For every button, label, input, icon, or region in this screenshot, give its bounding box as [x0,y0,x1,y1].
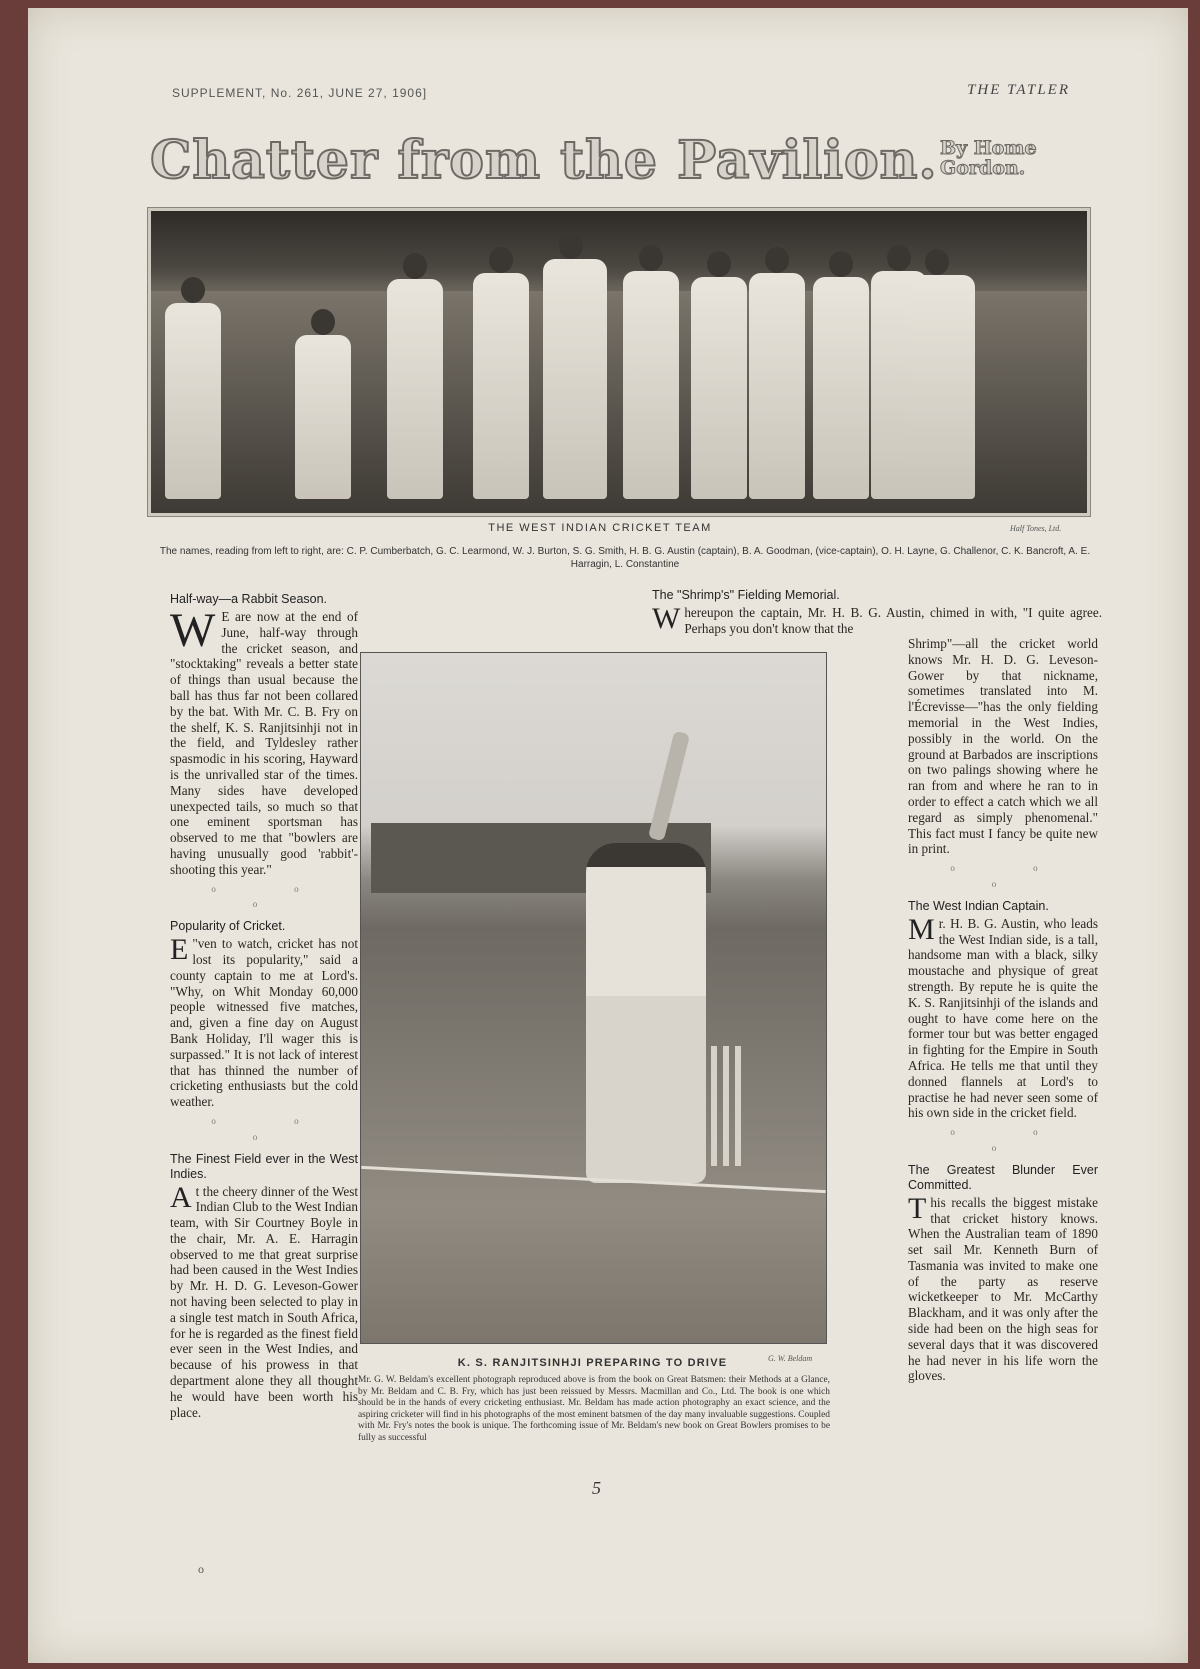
photo-batsman [586,843,706,1183]
section-ornament: o o o [211,1115,337,1142]
middle-column [652,588,1102,637]
paragraph-text: t the cheery dinner of the West Indian Club to the West Indian team, with Sir Courtney Boyle in the chair, Mr. A. E. Harragin observed to me that great surprise had been caused in the West Indies by Mr. H. D. G. Leveson-Gower not having been selected to play in a single test match in South Africa, for he is regarded as the finest field ever seen in the West Indies, and because of his prowess in that department alone they all thought he would have been worth his place. [170,1183,358,1420]
player-figure [387,279,443,499]
article-paragraph [170,604,358,878]
team-photo-caption: THE WEST INDIAN CRICKET TEAM [488,522,712,534]
section-ornament: o o o [950,1127,1076,1153]
section-ornament: o o o [211,883,337,910]
drop-cap: A [170,1180,192,1214]
paragraph-text: "ven to watch, cricket has not lost its popularity," said a county captain to me at Lord's. "Why, on Whit Monday 60,000 people witnessed five matches, and, given a fine day on August Bank Holiday, I'll wager this is surpassed." It is not lack of interest that has thinned the number of cricketing enthusiasts but the cold weather. [170,936,358,1110]
team-photo [148,208,1090,516]
left-column [170,592,358,1420]
player-figure [813,277,869,499]
player-figure [691,277,747,499]
team-photo-credit: Half Tones, Ltd. [1010,524,1062,533]
team-names: The names, reading from left to right, are: C. P. Cumberbatch, G. C. Learmond, W. J. Burton, S. G. Smith, H. B. G. Austin (captain), B. A. Goodman, (vice-captain), O. H. Layne, G. Challenor, C. K. Bancroft, A. E. Harragin, L. Constantine [159,546,1091,570]
stray-mark: o [198,1562,204,1576]
article-paragraph [652,602,1102,637]
issue-header: SUPPLEMENT, No. 261, JUNE 27, 1906] [172,86,428,100]
article-paragraph [908,912,1098,1121]
section-heading: The West Indian Captain. [908,898,1049,913]
player-figure [543,259,607,499]
drop-cap: T [908,1191,927,1225]
batsman-photo-credit: G. W. Beldam [768,1354,813,1363]
section-heading: Half-way—a Rabbit Season. [170,592,328,606]
section-heading: Popularity of Cricket. [170,919,286,934]
section-ornament: o o o [950,863,1076,889]
paragraph-text: hereupon the captain, Mr. H. B. G. Austin, chimed in with, "I quite agree. Perhaps you don't know that the [684,605,1102,636]
publication-name: THE TATLER [967,82,1070,98]
drop-cap: M [908,912,935,946]
drop-cap: W [652,602,681,635]
batsman-photo-caption: K. S. RANJITSINHJI PREPARING TO DRIVE [457,1357,728,1369]
article-paragraph [170,1180,358,1421]
section-heading: The "Shrimp's" Fielding Memorial. [652,588,840,602]
article-paragraph [908,1191,1098,1385]
player-figure [623,271,679,499]
paragraph-text: r. H. B. G. Austin, who leads the West Indian side, is a tall, handsome man with a black, silky moustache and physique of great strength. By repute he is quite the K. S. Ranjitsinhji of the islands and ought to have come here on the former tour but was better engaged in fighting for the Empire in South Africa. He tells me that until they donned flannels at Lord's to practise he had never seen some of his own side in the cricket field. [908,915,1098,1121]
right-column [908,636,1098,1384]
page-title: Chatter from the Pavilion. [150,130,938,191]
section-heading: The Finest Field ever in the West Indies. [170,1151,358,1181]
book-blurb: Mr. G. W. Beldam's excellent photograph reproduced above is from the book on Great Batsmen: their Methods at a Glance, by Mr. Beldam and C. B. Fry, which has just been reissued by Messrs. Macmillan and Co., Ltd. The book is one which should be in the hands of every cricketing enthusiast. Mr. Beldam has made action photography an exact science, and the aspiring cricketer will find in his photographs of the most eminent batsmen of the day many invaluable suggestions. Coupled with Mr. Fry's notes the book is unique. The forthcoming issue of Mr. Beldam's new book on Great Bowlers promises to be fully as successful [358,1375,830,1443]
player-figure [295,335,351,499]
drop-cap: W [170,604,216,657]
player-figure [473,273,529,499]
photo-stumps [711,1046,741,1166]
article-paragraph [170,933,358,1110]
byline: By Home Gordon. [940,137,1037,179]
section-heading: The Greatest Blunder Ever Committed. [908,1162,1098,1192]
paragraph-text: E are now at the end of June, half-way through the cricket season, and "stocktaking" reveals a better state of things than usual because the ball has thus far not been collared by the bat. With Mr. C. B. Fry on the shelf, K. S. Ranjitsinhji not in the field, and Tyldesley rather spasmodic in his scoring, Hayward is the unrivalled star of the times. Many sides have developed unexpected tails, so much so that one eminent sportsman has observed to me that "bowlers are having unusually good 'rabbit'-shooting this year." [170,609,358,877]
batsman-photo [360,652,827,1344]
player-figure [909,275,975,499]
player-figure [165,303,221,499]
drop-cap: E [170,933,189,967]
page-number: 5 [592,1478,601,1498]
paragraph-text: his recalls the biggest mistake that cricket history knows. When the Australian team of 1890 set sail Mr. Kenneth Burn of Tasmania was invited to make one of the party as reserve wicketkeeper to Mr. McCarthy Blackham, and it was only after the side had been on the high seas for several days that it was discovered he had never in his life worn the gloves. [908,1194,1098,1384]
article-paragraph: Shrimp"—all the cricket world knows Mr. H. D. G. Leveson-Gower by that nickname, sometimes translated into M. l'Écrevisse—"has the only fielding memorial in the West Indies, possibly in the world. On the ground at Barbados are inscriptions on two palings showing where he ran from and where he ran to in order to effect a catch which we all regard as simply phenomenal." This fact must I fancy be quite new in print. [908,636,1098,857]
player-figure [749,273,805,499]
